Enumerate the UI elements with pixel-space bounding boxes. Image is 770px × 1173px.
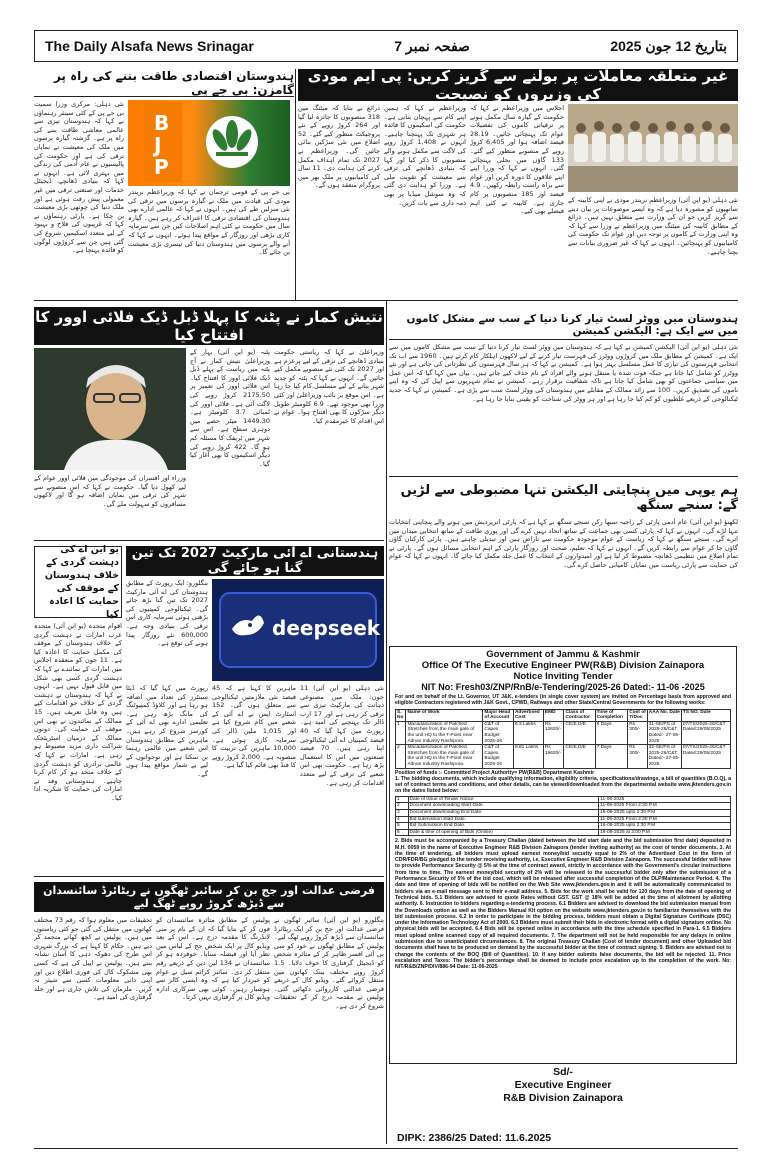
works-table-cell: 6.3 Lakhs [513, 721, 543, 744]
schedule-cell: 11-06-2025 From 2:30 P.M [599, 803, 731, 810]
works-table-cell: 7 Days [595, 745, 628, 768]
fraud-headline: فرضی عدالت اور جج بن کر سائبر ٹھگوں نے ریٹائرڈ سائنسدان سے ڈیڑھ کروڑ روپے ٹھگ لیے [34, 882, 384, 912]
un-headline: یو این اے کی دہشت گردی کے خلاف ہندوستان کے موقف کی حمایت کا اعادہ کیا [34, 546, 122, 618]
modi-body-col-1: نئی دہلی (یو این آئی) وزیراعظم نریندر مودی نے اپنی کابینہ کے ساتھیوں کو مشورہ دیا ہے کہ وہ ایسے موضوعات پر بیان دینے سے گریز کریں جو ان کی وزارت سے متعلق نہیں ہیں۔ ذرائع کے مطابق کابینہ کی میٹنگ میں وزیراعظم نے وزرا سے کہا کہ وہ اپنی وزارت کے کاموں پر توجہ دیں اور عوام تک حکومت کی کامیابیوں کو پہنچائیں۔ انہوں نے کہا کہ غیر ضروری بیانات سے بچنا چاہیے۔ [568, 196, 738, 256]
it-market-headline: ہندستانی اے آئی مارکیٹ 2027 تک تین گنا ہو جائے گی [126, 546, 384, 576]
bjp-body-right: نئی دہلی: مرکزی وزرا سمیت بی جے پی کے کئی سینئر رہنماؤں نے کہا کہ ہندوستان تیزی سے عالمی معاشی طاقت بننے کی راہ پر ہے۔ گزشتہ گیارہ برسوں میں ملک کی معیشت نے نمایاں ترقی کی ہے اور حکومت کی پالیسیوں نے عام آدمی کی زندگی میں بہتری لائی ہے۔ انہوں نے کہا کہ بنیادی ڈھانچے، ڈیجیٹل خدمات اور صنعتی ترقی میں غیر معمولی پیش رفت ہوئی ہے اور ملک دنیا کی چوتھی بڑی معیشت بن چکا ہے۔ پارٹی رہنماؤں نے کہا کہ غریبوں کی فلاح و بہبود کے لیے متعدد اسکیمیں شروع کی گئی ہیں جن سے کروڑوں لوگوں کو فائدہ پہنچا ہے۔ [34, 100, 124, 255]
works-table [395, 709, 731, 769]
up-headline: ہم یوپی میں پنچایتی الیکشن تنہا مضبوطی سے لڑیں گے: سنجے سنگھ [389, 480, 738, 516]
works-table-cell: 8 Days [595, 721, 628, 744]
modi-meeting-image [568, 104, 738, 192]
masthead-bar [34, 30, 738, 62]
works-header-cell: EMD [543, 709, 564, 721]
divider-lower [34, 876, 384, 877]
works-table-cell: Macadamization of Patched Stretches from the main gate of the unit HQ to the T-Point near Adnan Industry Rashipora. [406, 745, 483, 768]
notice-office: Office Of The Executive Engineer PW(R&B) Division Zainapora [421, 660, 705, 671]
schedule-cell: Bid submission Start Date. [408, 816, 599, 823]
deepseek-logo-text: deepseek [272, 616, 381, 640]
it-body-col-2: نئی دہلی (یو این آئی) 11 جون: ملک میں مصنوعی ذہانت کی مارکیٹ تیزی سے ترقی کر رہی ہے اور 17 ارب ڈالر تک پہنچنے کی امید ہے۔ رپورٹ میں کہا گیا کہ 40 فیصد کمپنیاں اے آئی ٹیکنالوجی اپنا رہی ہیں۔ 70 فیصد صنعتوں میں اس کا استعمال بڑھ رہا ہے۔ حکومت بھی اس شعبے کی ترقی کے لیے متعدد اقدامات کر رہی ہے۔ [300, 684, 384, 787]
signoff-sd: Sd/- [553, 1066, 573, 1078]
patna-headline: نتیش کمار نے پٹنہ کا پہلا ڈبل ڈیک فلائی اوور کا افتتاح کیا [35, 308, 383, 344]
notice-nit: NIT No: Fresh03/ZNP/RnB/e-Tendering/2025-26 Dated:- 11-06 -2025 [421, 682, 705, 692]
signoff-title: Executive Engineer [514, 1079, 612, 1091]
notice-intro: For and on behalf of the Lt. Governor, UT J&K, e-tenders (in single cover system) are invited on Percentage basis from approved and eligible Contractors registered with J&K Govt., CPWD, Railways and other State/Central Governments for the following works: [395, 694, 731, 707]
modi-body-col-4: ذرائع نے بتایا کہ میٹنگ میں 318 منصوبوں کا جائزہ لیا گیا اور 264 کروڑ روپے کے نئے پروجیکٹ منظور کیے گئے۔ 52 اضلاع میں نئی سڑکیں بنائی جائیں گی۔ وزیراعظم نے 2027 تک تمام اہداف مکمل کرنے کی ہدایت دی۔ 11 سال کی کامیابیوں پر ملک بھر میں پروگرام منعقد ہوں گے۔ [298, 104, 380, 190]
notice-note-1: 1. The bidding documents, which include qualifying information, eligibility criteria, specifications/drawings, a bill of quantities (B.O.Q), a set of contract terms and conditions, and other details, can be viewed/downloaded from the departmental website www.jktenders.gov.in on the dates listed below: [395, 775, 731, 795]
works-table-cell: 07/TS/2025-26/C&T Dated:29/05/2025 [681, 745, 730, 768]
schedule-cell: 2 [396, 803, 409, 810]
works-table-cell: C&T of Capex Budget 2025-26 [483, 721, 514, 744]
divider-middle [34, 540, 384, 541]
bjp-flag-image [128, 100, 290, 186]
schedule-cell: Document downloading Start Date. [408, 803, 599, 810]
issue-date: بتاریخ 12 جون 2025 [610, 37, 727, 54]
works-table-cell: 31-SE/PS of 2025-26/C&T Dated:- 27-05-2025 [648, 721, 680, 744]
dipk-number: DIPK: 2386/25 Dated: 11.6.2025 [397, 1132, 552, 1144]
bjp-body-left: بی جے پی کے قومی ترجمان نے کہا کہ وزیراعظم نریندر مودی کی قیادت میں ملک نے گیارہ برسوں میں ترقی کی نئی منزلیں طے کی ہیں۔ انہوں نے کہا کہ عالمی ادارے بھی ہندوستان کی اقتصادی ترقی کا اعتراف کر رہے ہیں۔ گیارہ سال میں حکومت نے کئی اہم اصلاحات کیں جن سے سرمایہ کاری بڑھی اور روزگار کے مواقع پیدا ہوئے۔ انہوں نے کہا کہ آنے والے برسوں میں ہندوستان دنیا کی تیسری بڑی معیشت بن جائے گا۔ [128, 188, 290, 257]
it-body-col-4: رپورٹ میں کہا گیا کہ ڈیٹا سینٹرز کی تعداد میں اضافہ ہو رہا ہے اور کلاؤڈ کمپیوٹنگ کی مانگ بڑھ رہی ہے۔ تعلیمی ادارے بھی اے آئی کے کورسز شروع کر رہے ہیں۔ ماہرین کے مطابق ہندوستان اس شعبے میں عالمی رہنما بن سکتا ہے اور نوجوانوں کے لیے بے شمار مواقع پیدا ہوں گے۔ [126, 684, 208, 778]
bjp-headline: ہندوستان اقتصادی طاقت بننے کی راہ پر گامزن: بی جے پی [34, 69, 294, 97]
modi-headline: غیر متعلقہ معاملات پر بولنے سے گریز کریں: پی ایم مودی کی وزیروں کو نصیحت [298, 69, 738, 101]
schedule-cell: 16-06-2025 upto 2:30 P.M [599, 809, 731, 816]
works-table-cell: Rs 300/- [628, 745, 648, 768]
schedule-row [396, 823, 731, 830]
works-table-body [396, 721, 731, 768]
schedule-row [396, 829, 731, 836]
works-header-cell: Advertised Cost [513, 709, 543, 721]
patna-body-col-1: پٹنہ (یو این آئی) بہار کے وزیراعلیٰ نتیش کمار نے آج پٹنہ میں ریاست کے پہلے ڈبل ڈیک فلائی اوور کا افتتاح کیا۔ اس فلائی اوور کی تعمیر پر 2175.50 کروڑ روپے کی لاگت آئی ہے۔ فلائی اوور کی لمبائی 3.7 کلومیٹر ہے۔ 1449.30 میٹر حصے میں دوہری سطح ہے۔ اس سے شہر میں ٹریفک کا مسئلہ کم ہو گا۔ 422 کروڑ روپے کی دیگر اسکیموں کا بھی آغاز کیا گیا۔ [190, 348, 270, 468]
works-table-header [396, 709, 731, 721]
works-table-cell: CE/E,D/E [564, 721, 595, 744]
works-header-cell: Cost of T/Doc [629, 709, 646, 721]
up-body: لکھنؤ (یو این آئی) عام آدمی پارٹی کے راجیہ سبھا رکن سنجے سنگھ نے کہا ہے کہ پارٹی اترپردیش میں ہونے والے پنچایتی انتخابات تنہا لڑے گی۔ انہوں نے کہا کہ پارٹی کسی بھی جماعت کے ساتھ اتحاد نہیں کرے گی اور پوری طاقت کے ساتھ انتخابی میدان میں اترے گی۔ سنجے سنگھ نے کہا کہ ریاست کے عوام موجودہ حکومت سے ناراض ہیں اور تبدیلی چاہتے ہیں۔ پارٹی کارکنان گاؤں گاؤں جا کر عوام سے رابطہ کریں گے۔ انہوں نے کہا کہ تعلیم، صحت اور روزگار پارٹی کے اہم انتخابی مسائل ہوں گے۔ پارٹی نے تمام اضلاع میں تنظیمی ڈھانچہ مضبوط کر لیا ہے اور امیدواروں کے انتخاب کا عمل جلد مکمل کیا جائے گا۔ انہوں نے کہا کہ عوام کی حمایت سے پارٹی ریاست میں نمایاں کامیابی حاصل کرے گی۔ [389, 518, 738, 569]
newspaper-name: The Daily Alsafa News Srinagar [45, 38, 254, 54]
schedule-row [396, 809, 731, 816]
page-bottom-rule [34, 1148, 738, 1149]
schedule-table-body [396, 796, 731, 836]
un-body: اقوام متحدہ (یو این آئی) متحدہ عرب امارات نے دہشت گردی کے خلاف ہندوستان کے موقف کی مکمل حمایت کا اعادہ کیا ہے۔ 11 جون کو منعقدہ اجلاس میں امارات کے نمائندے نے کہا کہ دہشت گردی کسی بھی شکل میں قابل قبول نہیں ہے۔ انہوں نے کہا کہ ہندوستان نے دہشت گردی کے خلاف جو اقدامات کیے ہیں وہ قابل تعریف ہیں۔ 15 ممالک کے نمائندوں نے بھی اس موقف کی حمایت کی۔ دونوں ممالک کے درمیان اسٹریٹجک شراکت داری مزید مضبوط ہو رہی ہے۔ امارات نے کہا کہ عالمی برادری کو دہشت گردی کے خلاف متحد ہو کر کام کرنا چاہیے۔ ہندوستانی وفد نے امارات کی حمایت کا شکریہ ادا کیا۔ [34, 622, 122, 802]
works-table-cell: 1 [396, 721, 406, 744]
schedule-cell: 11-06-2025 [599, 796, 731, 803]
works-header-cell: S. No [396, 709, 406, 721]
notice-terms: 2. Bids must be accompanied by a Treasury Challan (dated between the bid start date and the bid submission first date) deposited in M.H. 0059 in the name of Executive Engineer R&B Division Zainapora (tender inviting authority) as the cost of tender documents. 3. At the time of tendering, all bidders must upload earnest money/bid security equal to 2% of the Advertised Cost in the form of CDR/FDR/BG pledged to the tender receiving authority, i.e. Executive Engineer R&B Division Zainapora. The successful bidder will have to provide Performance Security @ 5% at the time of contract award, strictly in accordance with the Government's circular instructions from time to time. The earnest money/bid security of 2% will be released to the successful bidder only after the submission of a Performance Security of 5% of the bid cost, which will be released after successful completion of the DLP/Maintenance Period. 4. The date and time of opening of bids will be notified on the Web Site www.jktenders.gov.in and it will be automatically communicated to bidders via an e-mail message sent to their e-mail address. 5. Bids for the work shall be valid for 120 days from the date of opening of Technical bids. 5.1 Bidders are advised to quote Rates without GST. GST @ 18% will be added at the time of allotment by allotting authority. 6. Instruction to bidders regarding e-tendering process. 6.1 Bidders are advised to download the bid submission manual from the Downloads option as well as the Bidders Manual Kit option on the website www.jktenders.gov.in to familiarize themselves with the bid submission process. 6.2 In order to participate in the bidding process, bidders must obtain a Digital Signature Certificate (DSC) under the Information Technology Act of 2000. 6.3 Bidders must submit their bids in electronic format with a digital signature online. No physical bids will be accepted. 6.4 Bids will be opened online in accordance with the time schedule specified in Para-1. 6.5 Bidders must upload online scanned copy of all required documents. 7. The department will not be held responsible for any delays in online submission due to unanticipated circumstances. 8. The original Treasury Challan (Cost of tender document) and other Uploaded bid documents shall have to be produced on demand by the successful bidder at the time of contract signing. 9. Bidders are advised not to change the contents of the BOQ (Bill of Quantities). 10. If any bidder submits false documents, the bid will be rejected. 11. Price escalation and Taxes: The bidder's percentage shall be deemed to include price escalation up to the completion of the work. No: NIT/R&B/ZNP/DIV/886-94 Date: 11-06-2025 [395, 838, 731, 971]
works-table-cell: 07/TS/2025-26/C&T Dated:29/05/2025 [681, 721, 730, 744]
it-body-col-3: ماہرین کا کہنا ہے کہ 45 فیصد نئی ملازمتیں ٹیکنالوجی سے متعلق ہوں گی۔ 152 اسٹارٹ اپس نے اے آئی کے شعبے میں کام شروع کیا ہے اور 1,015 ملین ڈالر کی سرمایہ کاری ہوئی ہے۔ 10,000 ماہرین کی تربیت کا منصوبہ ہے۔ 2,000 کروڑ روپے کا فنڈ بھی قائم کیا گیا ہے۔ [212, 684, 296, 770]
schedule-cell: 1 [396, 796, 409, 803]
bjp-logo-text: B [154, 111, 170, 135]
schedule-cell: Date & time of opening of Bids (Online) [408, 829, 599, 836]
notice-gov: Government of Jammu & Kashmir [486, 649, 640, 660]
schedule-cell: 5 [396, 823, 409, 830]
works-table-row [396, 745, 731, 768]
schedule-cell: 16-06-2025 at 3:00 P.M [599, 829, 731, 836]
schedule-cell: Document downloading End Date. [408, 809, 599, 816]
ec-headline: ہندوستان میں ووٹر لسٹ تیار کرنا دنیا کے سب سے مشکل کاموں میں سے ایک ہے: الیکشن کمیشن [389, 310, 738, 340]
notice-title: Notice Inviting Tender [513, 671, 613, 682]
works-table-cell: 9.81 Lakhs [513, 745, 543, 768]
works-table-cell: CE/E,D/E [564, 745, 595, 768]
ec-body: نئی دہلی (یو این آئی) الیکشن کمیشن نے کہا ہے کہ ہندوستان میں ووٹر لسٹ تیار کرنا دنیا کے سب سے مشکل کاموں میں سے ایک ہے۔ کمیشن کے مطابق ملک میں کروڑوں ووٹرز کی فہرست تیار کرنے کے لیے لاکھوں اہلکار کام کرتے ہیں۔ 1960 سے اب تک انتخابی فہرستوں کی تیاری کا عمل مسلسل بہتر ہوا ہے۔ کمیشن نے کہا کہ ہر سال فہرستوں کی نظرثانی کی جاتی ہے اور نئے ووٹرز کو شامل کیا جاتا ہے جبکہ فوت شدہ یا منتقل ہونے والے افراد کے نام حذف کیے جاتے ہیں۔ بیان میں کہا گیا کہ اس عمل میں سیاسی جماعتوں کو بھی شامل کیا جاتا ہے تاکہ شفافیت برقرار رہے۔ کمیشن نے تمام شہریوں سے اپیل کی کہ وہ اپنے ناموں کی تصدیق کریں۔ 100 سے زائد ممالک کے مقابلے میں ہندوستان کی ووٹر لسٹ سب سے بڑی ہے۔ کمیشن نے کہا کہ جدید ٹیکنالوجی کے ذریعے غلطیوں کو کم کیا جا رہا ہے اور ہر ووٹر کی شناخت کو یقینی بنایا جا رہا ہے۔ [389, 343, 738, 403]
works-table-cell: Rs 12620/- [543, 721, 564, 744]
works-table-cell: C&T of Capex Budget 2025-26 [483, 745, 514, 768]
works-header-cell: Class of Contractor [564, 709, 595, 721]
works-header-cell: Name of Work [406, 709, 483, 721]
schedule-cell: 6 [396, 829, 409, 836]
works-table-cell: Rs 300/- [628, 721, 648, 744]
modi-body-col-2: اجلاس میں وزیراعظم نے کہا کہ حکومت کے گیارہ سال مکمل ہونے پر ترقیاتی کاموں کی تفصیلات عوام تک پہنچائی جائیں۔ 28.19 فیصد اضافہ ہوا اور 6,405 کروڑ روپے کے منصوبے منظور کیے گئے۔ 133 گاؤں میں بجلی پہنچائی گئی۔ انہوں نے کہا کہ وزرا اپنے اپنے علاقوں کا دورہ کریں اور عوام سے براہ راست رابطہ رکھیں۔ 4.9 فیصد اور 185 منصوبوں پر کام جاری ہے۔ کابینہ نے کئی اہم فیصلے بھی کیے۔ [470, 104, 564, 216]
works-header-cell: TS NO. Date [681, 709, 730, 721]
schedule-table [395, 796, 731, 837]
schedule-cell: Bid Submission End Date. [408, 823, 599, 830]
schedule-row [396, 796, 731, 803]
works-header-cell: AAA No. Date [647, 709, 681, 721]
schedule-row [396, 816, 731, 823]
schedule-cell: 4 [396, 816, 409, 823]
schedule-cell: 16-06-2025 upto 2:30 P.M [599, 823, 731, 830]
column-separator-top [295, 69, 296, 300]
it-body-col-1: بنگلورو: ایک رپورٹ کے مطابق ہندوستان کی اے آئی مارکیٹ 2027 تک تین گنا بڑھ جائے گی۔ ٹیکنالوجی کمپنیوں کی بڑھتی ہوئی سرمایہ کاری اس ترقی کی بنیادی وجہ ہے۔ 600,000 نئے روزگار پیدا ہونے کی توقع ہے۔ [126, 579, 208, 648]
schedule-cell: 11-06-2025 From 2:30 P.M [599, 816, 731, 823]
notice-position: Position of funds :- Committed Project Authority= PW(R&B) Department Kashmir [395, 769, 595, 776]
works-table-cell: Macadamization of Patched Stretches from the main gate of the unit HQ to the T-Point near Adnan Industry Rashipora. [406, 721, 483, 744]
fraud-body-col-3: تحقیقات میں معلوم ہوا کہ رقم 73 مختلف کھاتوں میں منتقل کی گئی جو کئی ریاستوں میں ہیں۔ پولیس نے کچھ کھاتے منجمد کر دیے ہیں۔ حکام کا کہنا ہے کہ بزرگ شہری اس طرح کی دھوکہ دہی کا آسان نشانہ بنتے ہیں۔ پولیس نے اپیل کی ہے کہ کسی بھی مشکوک کال کی فوری اطلاع دیں اور اپنی ذاتی معلومات کسی سے شیئر نہ کریں۔ ملزمان کی تلاش جاری ہے اور جلد گرفتاری کی امید ہے۔ [34, 916, 152, 1002]
schedule-row [396, 803, 731, 810]
modi-body-col-3: وزیراعظم نے کہا کہ ہمیں اپنے کام سے پہچان بنانی ہے۔ حکومت کی اسکیموں کا فائدہ ہر شہری تک پہنچنا چاہیے۔ انہوں نے 1,408 کروڑ روپے کی لاگت سے مکمل ہونے والے منصوبوں کا ذکر کیا اور کہا کہ بنیادی ڈھانچے کی ترقی سے معیشت کو تقویت ملی ہے۔ وزرا کو ہدایت دی گئی کہ وہ سوشل میڈیا پر بھی ذمہ داری سے بات کریں۔ [384, 104, 466, 207]
schedule-cell: 3 [396, 809, 409, 816]
svg-text:J: J [154, 133, 162, 157]
works-table-cell: 2 [396, 745, 406, 768]
column-separator-main [386, 300, 387, 1144]
tender-notice [389, 646, 737, 1064]
patna-body-col-2: وزیراعلیٰ نے کہا کہ ریاستی حکومت بنیادی ڈھانچے کی ترقی کے لیے پرعزم ہے اور 2027 تک کئی نئے منصوبے مکمل کیے جائیں گے۔ انہوں نے کہا کہ پٹنہ کو جدید شہر بنانے کے لیے مسلسل کام کیا جا رہا ہے۔ اس موقع پر نائب وزیراعلیٰ اور کئی وزرا بھی موجود تھے۔ 6.9 کلومیٹر طویل دیگر سڑکوں کا بھی افتتاح ہوا۔ عوام نے اس اقدام کا خیرمقدم کیا۔ [274, 348, 384, 425]
works-table-cell: 32-SE/PS of 2025-26/C&T Dated:- 27-05-2025 [648, 745, 680, 767]
fraud-body-col-1: بنگلورو (یو این آئی) سائبر ٹھگوں نے فرضی عدالت اور جج بن کر ایک ریٹائرڈ سائنسدان سے ڈیڑھ کروڑ روپے ٹھگ لیے۔ پولیس کے مطابق ٹھگوں نے خود کو سی بی آئی افسر ظاہر کر کے متاثرہ شخص کو ڈیجیٹل گرفتاری کا خوف دلایا۔ 1.5 کروڑ روپے مختلف بینک کھاتوں میں منتقل کروائے گئے۔ ویڈیو کال کے ذریعے فرضی عدالتی کارروائی دکھائی گئی۔ پولیس نے مقدمہ درج کر کے تحقیقات شروع کر دی ہے۔ [274, 916, 384, 1010]
patna-body-col-3: وزراء اور افسران کی موجودگی میں فلائی اوور عوام کے لیے کھول دیا گیا۔ حکومت نے کہا کہ اس منصوبے سے شہر کی ترقی میں نمایاں اضافہ ہو گا اور لاکھوں مسافروں کو سہولت ملے گی۔ [34, 474, 186, 508]
fraud-body-col-2: پولیس کے مطابق متاثرہ سائنسدان کو فون کر کے بتایا گیا کہ ان کے نام پر منی لانڈرنگ کا مقدمہ درج ہے۔ اس کے بعد ویڈیو کال پر ایک شخص جج کے لباس میں نظر آیا اور فیصلہ سنایا۔ خوفزدہ ہو کر سائنسدان نے 134 لین دین کے ذریعے رقم منتقل کر دی۔ سائبر کرائم سیل نے عوام کو خبردار کیا ہے کہ وہ ایسی کالز سے ہوشیار رہیں۔ کوئی بھی سرکاری ادارہ ویڈیو کال پر گرفتاری نہیں کرتا۔ [156, 916, 270, 1002]
works-header-cell: Major Head of Account [483, 709, 514, 721]
divider-ec-up [389, 476, 738, 477]
page-number: صفحہ نمبر 7 [394, 37, 470, 54]
deepseek-phone-image [212, 579, 384, 681]
svg-text:P: P [154, 155, 169, 179]
schedule-cell: Date of issue of Tender Notice [408, 796, 599, 803]
works-table-cell: Rs 19620/- [543, 745, 564, 768]
nitish-kumar-photo [34, 348, 186, 470]
signoff-division: R&B Division Zainapora [503, 1092, 623, 1104]
works-header-cell: Time of Completion [595, 709, 628, 721]
works-table-row [396, 721, 731, 744]
